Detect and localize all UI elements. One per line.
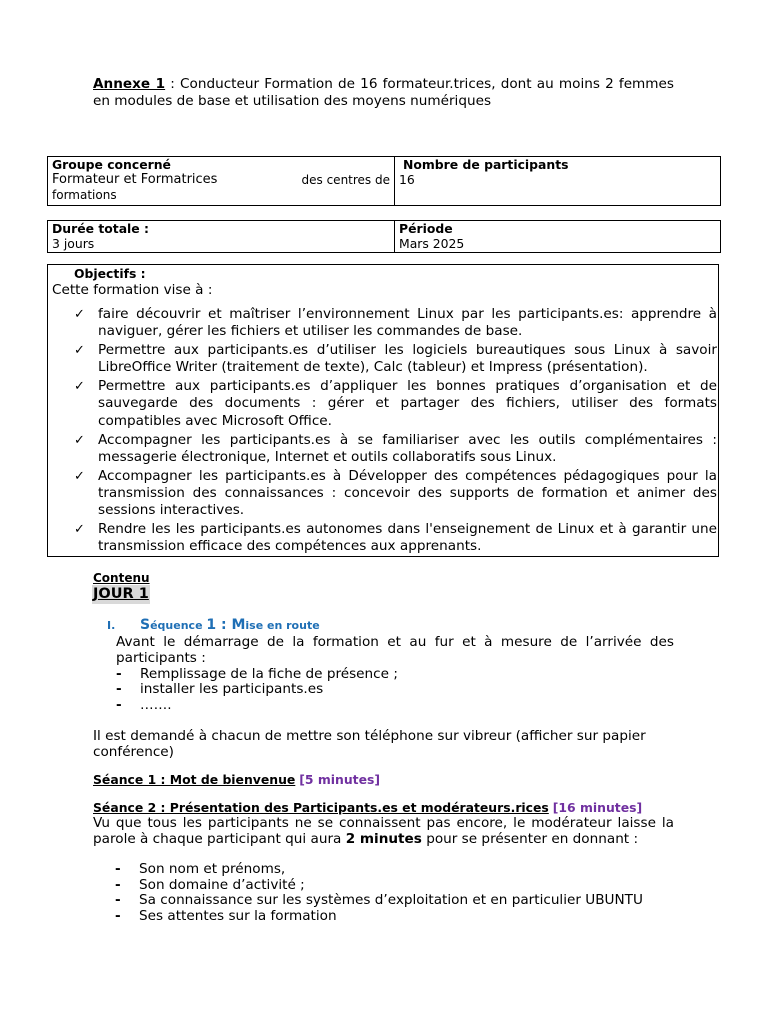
objective-item — [74, 378, 717, 429]
objectives-intro: Cette formation vise à : — [52, 282, 213, 298]
objectives-list — [74, 306, 717, 557]
dash-bullet: - — [116, 697, 122, 713]
dash-bullet: - — [115, 861, 121, 877]
participants-value: 16 — [399, 172, 415, 187]
participants-cell — [395, 157, 721, 206]
sequence-heading — [107, 617, 320, 633]
period-cell — [395, 221, 721, 253]
group-value-c: formations — [52, 188, 117, 202]
annexe-text: : Conducteur Formation de 16 formateur.trices, dont au moins 2 femmes en modules de base et utilisation des moyens numériques — [93, 76, 674, 109]
annexe-label: Annexe 1 — [93, 76, 166, 92]
objective-text: Rendre les les participants.es autonomes dans l'enseignement de Linux et à garantir une transmission efficace des compétences aux apprenants. — [98, 521, 717, 555]
seance-2-title: Séance 2 : Présentation des Participants.es et modérateurs.rices — [93, 800, 549, 815]
sequence-intro: Avant le démarrage de la formation et au fur et à mesure de l’arrivée des participants : — [116, 634, 674, 667]
objective-text: Accompagner les participants.es à se familiariser avec les outils complémentaires : messagerie électronique, Internet et outils collaboratifs sous Linux. — [98, 431, 717, 465]
check-icon: ✓ — [74, 522, 85, 538]
duration-table — [47, 220, 721, 253]
dash-bullet: - — [115, 892, 121, 909]
group-header: Groupe concerné — [52, 157, 171, 172]
objective-item — [74, 432, 717, 466]
intro-list — [116, 667, 674, 714]
duration-header: Durée totale : — [52, 221, 149, 236]
seance-2-item — [115, 862, 675, 878]
seance-1-title: Séance 1 : Mot de bienvenue — [93, 772, 296, 787]
sequence-title-part: ise en route — [245, 619, 320, 632]
objective-text: Permettre aux participants.es d’appliquer les bonnes pratiques d’organisation et de sauvegarde des documents : gérer et partager des fichiers, utiliser des formats compatibles avec Microsoft Office. — [98, 378, 717, 429]
seance-2-item-text: Ses attentes sur la formation — [139, 908, 337, 925]
phone-note: Il est demandé à chacun de mettre son téléphone sur vibreur (afficher sur papier conférence) — [93, 728, 646, 761]
period-header: Période — [399, 221, 453, 236]
intro-item — [116, 667, 674, 683]
seance-2-text-b: pour se présenter en donnant : — [421, 831, 639, 848]
objectives-title: Objectifs : — [74, 266, 146, 281]
intro-item — [116, 698, 674, 714]
duration-value: 3 jours — [52, 236, 95, 251]
seance-2-list — [115, 862, 675, 925]
check-icon: ✓ — [74, 432, 85, 448]
seance-1-duration: [5 minutes] — [299, 772, 381, 787]
group-table — [47, 156, 721, 206]
seance-2-item — [115, 893, 675, 909]
day-heading: JOUR 1 — [93, 586, 149, 602]
seance-2 — [93, 800, 642, 815]
intro-item-text: Remplissage de la fiche de présence ; — [140, 665, 398, 682]
seance-2-item-text: Son nom et prénoms, — [139, 861, 286, 877]
check-icon: ✓ — [74, 307, 85, 322]
seance-1 — [93, 772, 380, 787]
objective-item — [74, 306, 717, 340]
objectives-box — [47, 264, 719, 557]
objective-text: Permettre aux participants.es d’utiliser les logiciels bureautiques sous Linux à savoir LibreOffice Writer (traitement de texte), Calc (tableur) et Impress (présentation). — [98, 342, 717, 376]
objective-item — [74, 468, 717, 519]
group-value-line — [52, 172, 390, 188]
check-icon: ✓ — [74, 379, 85, 395]
objective-item — [74, 342, 717, 376]
sequence-number: I. — [107, 619, 116, 632]
intro-item — [116, 682, 674, 698]
seance-2-text-a: Vu que tous les participants ne se connaissent pas encore, le modérateur laisse la parole à chaque participant qui aura — [93, 815, 674, 848]
sequence-title-part: équence — [150, 619, 207, 632]
objective-text: Accompagner les participants.es à Développer des compétences pédagogiques pour la transmission des connaissances : concevoir des supports de formation et animer des sessions interactives. — [98, 467, 717, 519]
seance-2-item — [115, 878, 675, 894]
intro-item-text: installer les participants.es — [140, 681, 324, 698]
check-icon: ✓ — [74, 343, 85, 359]
objective-text: faire découvrir et maîtriser l’environnement Linux par les participants.es: apprendre à naviguer, gérer les fichiers et utiliser les commandes de base. — [98, 306, 717, 340]
seance-2-text — [93, 815, 674, 848]
period-value: Mars 2025 — [399, 236, 465, 251]
dash-bullet: - — [115, 908, 121, 925]
sequence-title-part: 1 : M — [206, 617, 246, 633]
seance-2-item — [115, 909, 675, 925]
annexe-heading — [93, 76, 674, 110]
group-value-b: des centres de — [301, 173, 390, 187]
group-value-a: Formateur et Formatrices — [52, 172, 218, 187]
seance-2-text-bold: 2 minutes — [345, 831, 422, 848]
objective-item — [74, 521, 717, 555]
seance-2-duration: [16 minutes] — [552, 800, 643, 815]
dash-bullet: - — [116, 681, 122, 698]
dash-bullet: - — [115, 876, 121, 893]
dash-bullet: - — [116, 665, 122, 682]
check-icon: ✓ — [74, 468, 85, 484]
seance-2-item-text: Son domaine d’activité ; — [139, 876, 305, 893]
seance-2-item-text: Sa connaissance sur les systèmes d’exploitation et en particulier UBUNTU — [139, 892, 643, 909]
sequence-title-part: S — [140, 617, 151, 633]
sequence-intro-block — [116, 634, 674, 714]
intro-item-text: ……. — [140, 697, 172, 713]
duration-cell — [48, 221, 395, 253]
group-cell — [48, 157, 395, 206]
participants-header: Nombre de participants — [403, 157, 569, 172]
content-label: Contenu — [93, 571, 150, 585]
